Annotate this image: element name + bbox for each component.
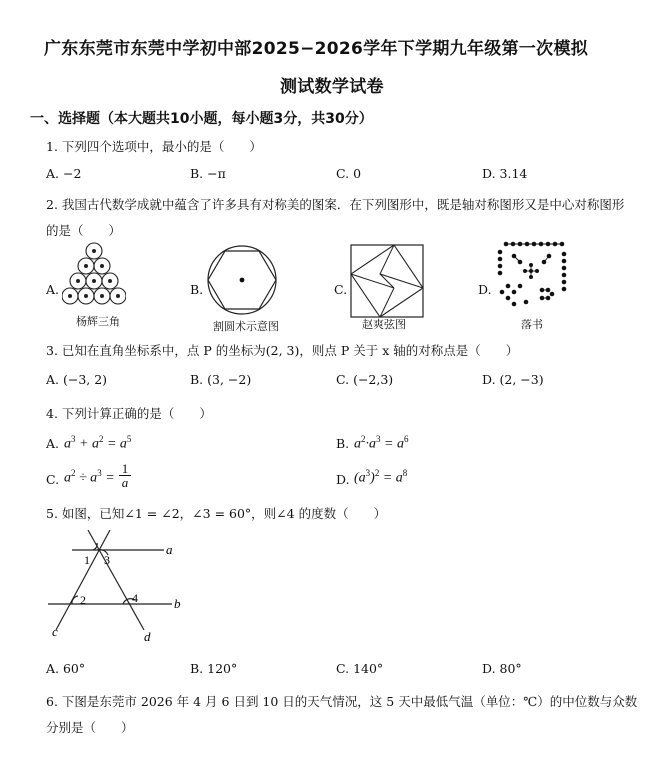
exam-title-line2: 测试数学试卷 bbox=[280, 77, 384, 97]
question-1-stem: 1. 下列四个选项中，最小的是（ ） bbox=[46, 139, 262, 154]
caption-geyuanshu: 割圆术示意图 bbox=[213, 320, 279, 333]
question-4-stem: 4. 下列计算正确的是（ ） bbox=[46, 406, 212, 421]
q3-option-c: C. (−2,3) bbox=[336, 372, 394, 387]
q3-option-d: D. (2, −3) bbox=[482, 372, 544, 387]
angle-label-3: 3 bbox=[104, 553, 110, 567]
q5-option-d: D. 80° bbox=[482, 661, 522, 676]
q4-option-a-formula: $a^3 + a^2 = a^5$ bbox=[64, 434, 132, 452]
q1-option-c: C. 0 bbox=[336, 166, 362, 181]
section-heading: 一、选择题（本大题共10小题，每小题3分，共30分） bbox=[30, 111, 373, 127]
line-label-a: a bbox=[166, 542, 173, 557]
caption-zhaoshuang: 赵爽弦图 bbox=[362, 318, 406, 331]
question-2-stem-line2: 的是（ ） bbox=[46, 223, 122, 238]
q4-letter-c: C. bbox=[46, 472, 60, 487]
q4-letter-a: A. bbox=[46, 436, 60, 451]
q4-option-d-formula: $(a^3)^2 = a^8$ bbox=[354, 468, 408, 486]
angle-label-4: 4 bbox=[132, 591, 138, 605]
zhaoshuang-diagram-figure bbox=[350, 244, 424, 318]
q2-letter-b: B. bbox=[190, 282, 204, 297]
circle-hexagon-figure bbox=[202, 242, 282, 322]
line-label-c: c bbox=[52, 624, 58, 639]
q3-option-a: A. (−3, 2) bbox=[46, 372, 108, 387]
caption-yanghui: 杨辉三角 bbox=[76, 315, 120, 328]
luoshu-figure bbox=[494, 240, 570, 312]
question-3-stem: 3. 已知在直角坐标系中，点 P 的坐标为(2, 3)，则点 P 关于 x 轴的对称点是（ ） bbox=[46, 343, 519, 358]
q1-option-d: D. 3.14 bbox=[482, 166, 528, 181]
q4-letter-b: B. bbox=[336, 436, 350, 451]
q1-option-b: B. −π bbox=[190, 166, 226, 181]
q5-option-c: C. 140° bbox=[336, 661, 384, 676]
q2-letter-d: D. bbox=[478, 282, 492, 297]
q5-option-a: A. 60° bbox=[46, 661, 86, 676]
q4-option-c-formula: $a^2 \div a^3$ = bbox=[64, 468, 115, 486]
q3-option-b: B. (3, −2) bbox=[190, 372, 252, 387]
parallel-lines-figure bbox=[44, 528, 194, 650]
q1-option-a: A. −2 bbox=[46, 166, 82, 181]
question-6-stem-line1: 6. 下图是东莞市 2026 年 4 月 6 日到 10 日的天气情况，这 5 天中最低气温（单位：℃）的中位数与众数 bbox=[46, 694, 638, 709]
question-6-stem-line2: 分别是（ ） bbox=[46, 720, 134, 735]
exam-title-line1: 广东东莞市东莞中学初中部2025−2026学年下学期九年级第一次模拟 bbox=[44, 39, 589, 59]
q5-option-b: B. 120° bbox=[190, 661, 238, 676]
line-label-b: b bbox=[174, 596, 181, 611]
q2-letter-a: A. bbox=[46, 282, 60, 297]
caption-luoshu: 落书 bbox=[521, 318, 543, 331]
q2-letter-c: C. bbox=[334, 282, 348, 297]
angle-label-1: 1 bbox=[84, 553, 90, 567]
question-5-stem: 5. 如图，已知∠1 = ∠2，∠3 = 60°，则∠4 的度数（ ） bbox=[46, 506, 387, 521]
q4-option-b-formula: $a^2\cdot a^3 = a^6$ bbox=[354, 434, 409, 452]
question-2-stem-line1: 2. 我国古代数学成就中蕴含了许多具有对称美的图案．在下列图形中，既是轴对称图形又是中心对称图形 bbox=[46, 197, 625, 212]
line-label-d: d bbox=[144, 629, 151, 644]
q4-letter-d: D. bbox=[336, 472, 350, 487]
yanghui-triangle-figure bbox=[62, 242, 126, 314]
angle-label-2: 2 bbox=[80, 593, 86, 607]
q4-option-c-fraction: 1 a bbox=[119, 462, 131, 489]
